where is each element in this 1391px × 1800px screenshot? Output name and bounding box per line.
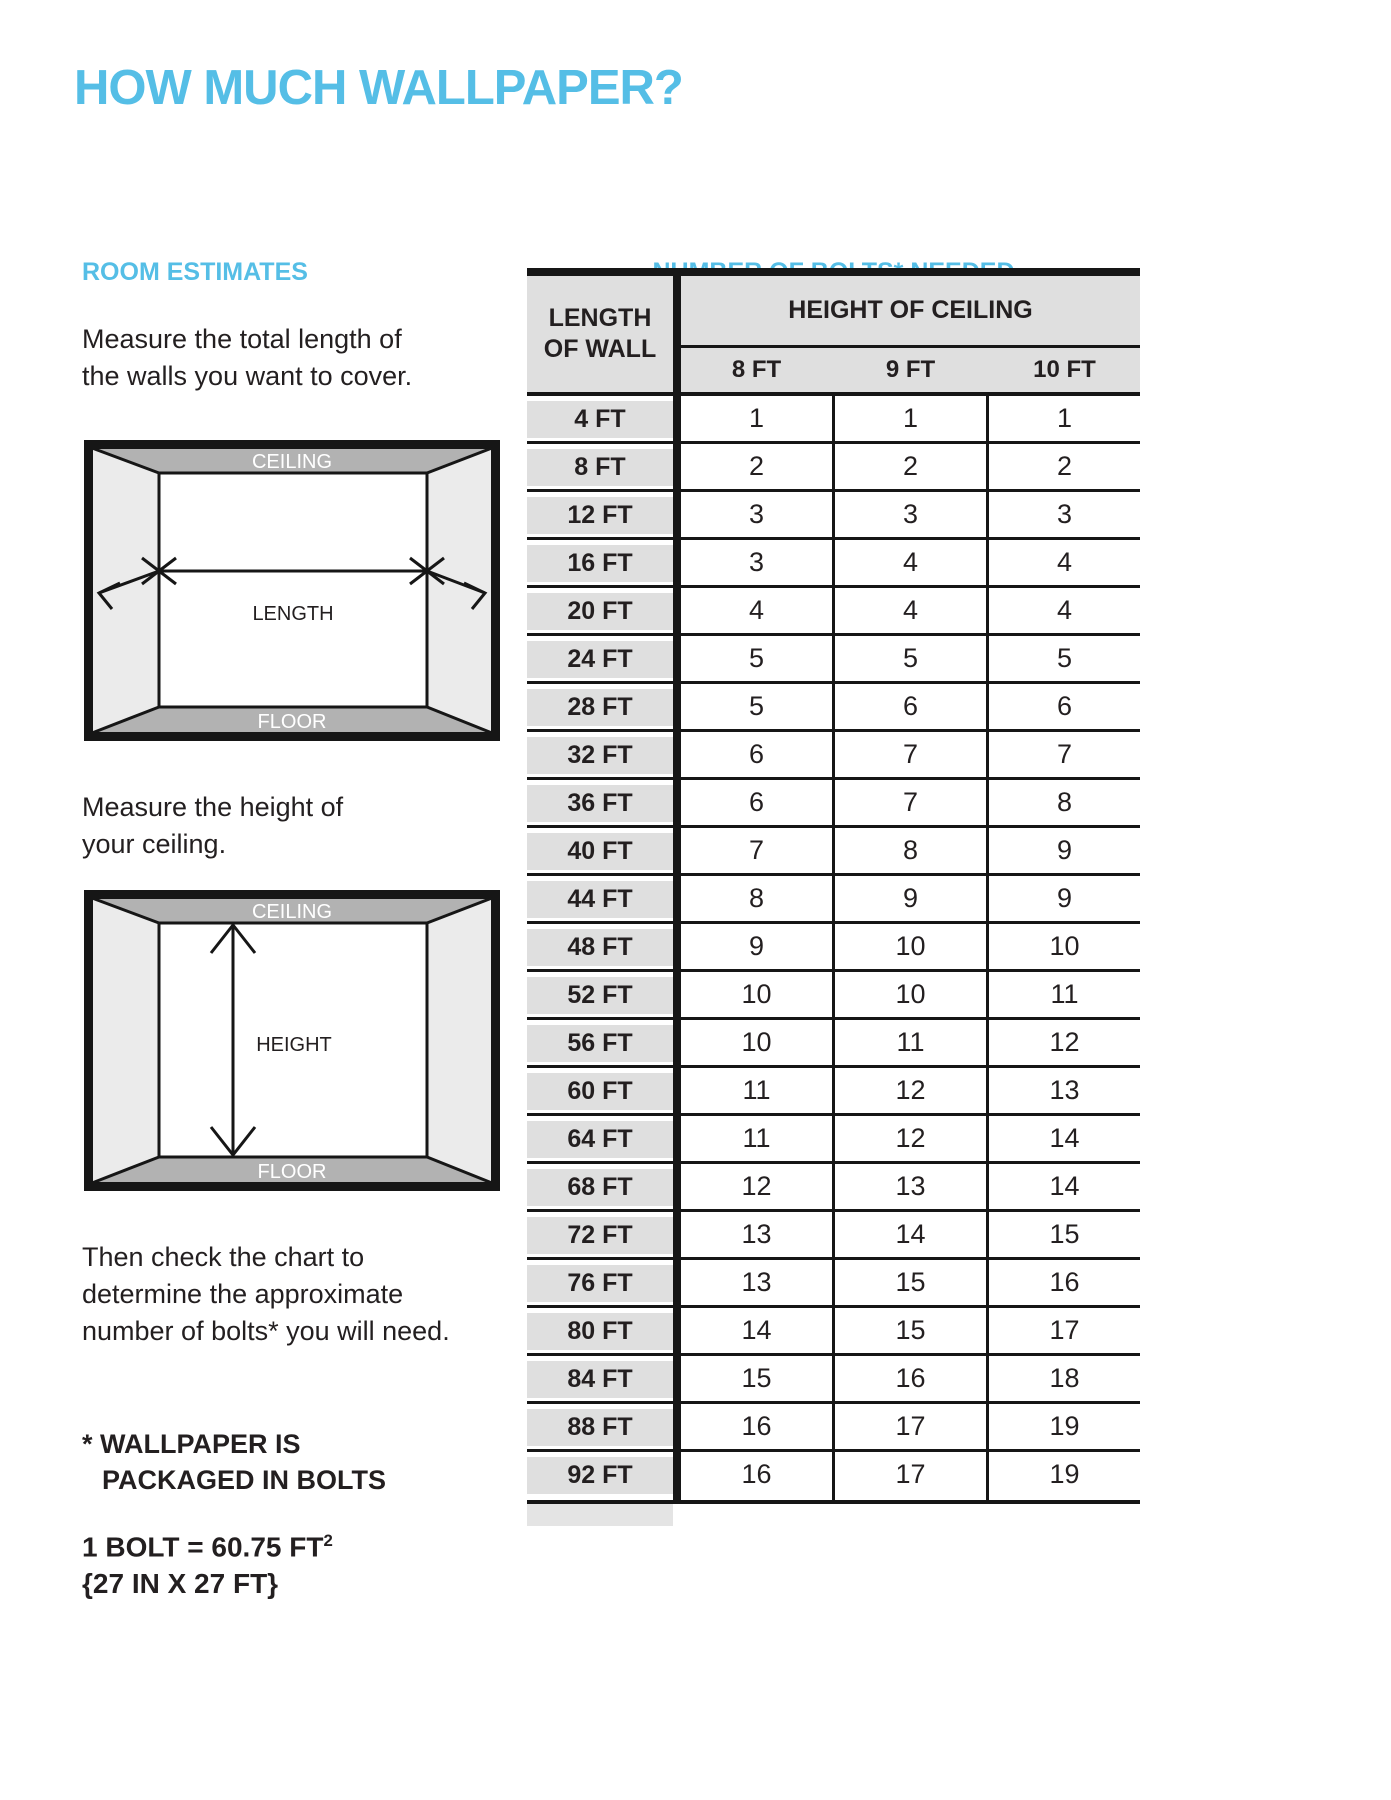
- row-header-cell: 28 FT: [527, 689, 673, 726]
- table-row: [527, 1116, 1140, 1164]
- instruction-measure-length: [82, 321, 412, 395]
- table-row: [527, 1308, 1140, 1356]
- value-cell: 11: [742, 1123, 771, 1153]
- value-cell: 15: [741, 1363, 772, 1393]
- table-row: [527, 540, 1140, 588]
- instruction-line: Measure the total length of: [82, 324, 402, 354]
- value-cell: 14: [895, 1219, 926, 1249]
- instruction-line: determine the approximate: [82, 1279, 404, 1309]
- row-header-cell: 32 FT: [527, 737, 673, 774]
- value-cell: 17: [895, 1411, 926, 1441]
- row-header-cell: 84 FT: [527, 1361, 673, 1398]
- value-cell: 4: [1056, 547, 1073, 577]
- value-cell: 1: [1056, 403, 1073, 433]
- room-height-diagram: [84, 890, 500, 1191]
- row-header-cell: 68 FT: [527, 1169, 673, 1206]
- page-title: HOW MUCH WALLPAPER?: [74, 61, 683, 115]
- value-cell: 15: [895, 1267, 926, 1297]
- value-cell: 16: [741, 1459, 772, 1489]
- value-cell: 8: [1056, 787, 1073, 817]
- row-header-cell: 60 FT: [527, 1073, 673, 1110]
- table-row: [527, 396, 1140, 444]
- value-cell: 5: [902, 643, 919, 673]
- ceiling-label: CEILING: [251, 451, 333, 473]
- value-cell: 10: [741, 979, 772, 1009]
- row-header-cell: 8 FT: [527, 449, 673, 486]
- value-cell: 13: [895, 1171, 926, 1201]
- value-cell: 7: [902, 787, 919, 817]
- ceiling-label: CEILING: [251, 901, 333, 923]
- table-row: [527, 1404, 1140, 1452]
- value-cell: 4: [902, 547, 919, 577]
- table-row: [527, 732, 1140, 780]
- table-row: [527, 684, 1140, 732]
- floor-label: FLOOR: [257, 711, 327, 733]
- row-header-cell: 80 FT: [527, 1313, 673, 1350]
- row-header-cell: 36 FT: [527, 785, 673, 822]
- value-cell: 4: [902, 595, 919, 625]
- height-label: HEIGHT: [256, 1034, 332, 1056]
- value-cell: 12: [895, 1123, 926, 1153]
- value-cell: 10: [895, 931, 926, 961]
- value-cell: 5: [1056, 643, 1073, 673]
- table-rows: [527, 396, 1140, 1500]
- value-cell: 8: [748, 883, 765, 913]
- value-cell: 16: [895, 1363, 926, 1393]
- value-cell: 14: [1049, 1123, 1080, 1153]
- header-line: OF WALL: [543, 335, 657, 363]
- value-cell: 14: [741, 1315, 772, 1345]
- column-header-10ft: 10 FT: [1033, 356, 1096, 383]
- value-cell: 17: [1049, 1315, 1080, 1345]
- row-header-cell: 16 FT: [527, 545, 673, 582]
- value-cell: 11: [896, 1027, 925, 1057]
- height-of-ceiling-header: HEIGHT OF CEILING: [788, 296, 1033, 324]
- row-header-cell: 64 FT: [527, 1121, 673, 1158]
- header-line: LENGTH: [548, 304, 652, 332]
- table-row: [527, 1068, 1140, 1116]
- back-wall-surface: [159, 473, 427, 707]
- instruction-line: Then check the chart to: [82, 1242, 365, 1272]
- instruction-line: the walls you want to cover.: [82, 361, 413, 391]
- row-header-divider: [673, 276, 681, 1504]
- value-cell: 6: [902, 691, 919, 721]
- value-cell: 11: [1050, 979, 1079, 1009]
- value-cell: 4: [748, 595, 765, 625]
- row-header-cell: 76 FT: [527, 1265, 673, 1302]
- column-header-9ft: 9 FT: [885, 356, 936, 383]
- value-cell: 11: [742, 1075, 771, 1105]
- length-of-wall-header: [527, 276, 673, 392]
- value-cell: 13: [741, 1219, 772, 1249]
- instruction-measure-height: [82, 789, 343, 863]
- row-header-cell: 92 FT: [527, 1457, 673, 1494]
- value-cell: 6: [748, 787, 765, 817]
- value-cell: 9: [902, 883, 919, 913]
- value-cell: 19: [1049, 1411, 1080, 1441]
- table-row: [527, 1260, 1140, 1308]
- row-header-cell: 88 FT: [527, 1409, 673, 1446]
- value-cell: 19: [1049, 1459, 1080, 1489]
- value-cell: 6: [1056, 691, 1073, 721]
- value-cell: 7: [1056, 739, 1073, 769]
- value-cell: 4: [1056, 595, 1073, 625]
- table-row: [527, 1452, 1140, 1500]
- column-header-8ft: 8 FT: [731, 356, 782, 383]
- room-length-diagram: [84, 440, 500, 741]
- table-row: [527, 924, 1140, 972]
- table-row: [527, 1356, 1140, 1404]
- wallpaper-bolts-footnote: [82, 1426, 386, 1498]
- value-cell: 2: [1056, 451, 1073, 481]
- value-cell: 17: [895, 1459, 926, 1489]
- value-cell: 9: [1056, 835, 1073, 865]
- table-row: [527, 588, 1140, 636]
- table-row: [527, 780, 1140, 828]
- row-header-cell: 72 FT: [527, 1217, 673, 1254]
- row-header-cell: 52 FT: [527, 977, 673, 1014]
- row-header-cell: 44 FT: [527, 881, 673, 918]
- footnote-line: PACKAGED IN BOLTS: [102, 1465, 387, 1495]
- table-row: [527, 972, 1140, 1020]
- value-cell: 3: [902, 499, 919, 529]
- left-wall-surface: [92, 898, 159, 1183]
- value-cell: 7: [902, 739, 919, 769]
- row-header-cell: 56 FT: [527, 1025, 673, 1062]
- value-cell: 15: [895, 1315, 926, 1345]
- instruction-check-chart: [82, 1239, 450, 1350]
- value-cell: 10: [895, 979, 926, 1009]
- table-row: [527, 828, 1140, 876]
- row-header-cell: 40 FT: [527, 833, 673, 870]
- bolt-dimensions-line: {27 IN X 27 FT}: [82, 1568, 279, 1600]
- height-of-ceiling-header-group: [681, 276, 1140, 392]
- value-cell: 16: [741, 1411, 772, 1441]
- value-cell: 1: [748, 403, 765, 433]
- bolt-equivalence-line: 1 BOLT = 60.75 $FT^2$: [82, 1531, 333, 1563]
- value-cell: 3: [748, 547, 765, 577]
- value-cell: 1: [902, 403, 919, 433]
- table-row: [527, 636, 1140, 684]
- row-header-cell: 20 FT: [527, 593, 673, 630]
- superscript-2: 2: [323, 1531, 333, 1550]
- value-cell: 9: [1056, 883, 1073, 913]
- room-estimates-heading: ROOM ESTIMATES: [82, 258, 308, 286]
- table-top-border: [527, 268, 1140, 276]
- length-label: LENGTH: [252, 603, 334, 625]
- value-cell: 12: [1049, 1027, 1080, 1057]
- value-cell: 12: [741, 1171, 772, 1201]
- value-cell: 10: [741, 1027, 772, 1057]
- floor-label: FLOOR: [257, 1161, 327, 1183]
- value-cell: 6: [748, 739, 765, 769]
- table-row: [527, 876, 1140, 924]
- table-row: [527, 1164, 1140, 1212]
- row-header-cell: 4 FT: [527, 401, 673, 438]
- right-wall-surface: [427, 898, 492, 1183]
- table-row: [527, 1020, 1140, 1068]
- table-row: [527, 444, 1140, 492]
- bolt-equivalence-note: [82, 1522, 333, 1602]
- value-cell: 7: [748, 835, 765, 865]
- instruction-line: number of bolts* you will need.: [82, 1316, 450, 1346]
- value-cell: 18: [1049, 1363, 1080, 1393]
- column-headers-row: [681, 348, 1140, 392]
- row-header-cell: 48 FT: [527, 929, 673, 966]
- value-cell: 3: [748, 499, 765, 529]
- value-cell: 2: [902, 451, 919, 481]
- value-cell: 5: [748, 643, 765, 673]
- row-header-cell: 24 FT: [527, 641, 673, 678]
- bolts-table: [527, 268, 1140, 1526]
- value-cell: 12: [895, 1075, 926, 1105]
- value-cell: 9: [748, 931, 765, 961]
- value-cell: 13: [1049, 1075, 1080, 1105]
- value-cell: 10: [1049, 931, 1080, 961]
- value-cell: 16: [1049, 1267, 1080, 1297]
- table-row: [527, 1212, 1140, 1260]
- instruction-line: your ceiling.: [82, 829, 227, 859]
- footnote-line: * WALLPAPER IS: [82, 1429, 301, 1459]
- value-cell: 2: [748, 451, 765, 481]
- table-row: [527, 492, 1140, 540]
- instruction-line: Measure the height of: [82, 792, 344, 822]
- value-cell: 14: [1049, 1171, 1080, 1201]
- value-cell: 5: [748, 691, 765, 721]
- value-cell: 8: [902, 835, 919, 865]
- table-cutoff-stub: [527, 1504, 673, 1526]
- value-cell: 15: [1049, 1219, 1080, 1249]
- row-header-cell: 12 FT: [527, 497, 673, 534]
- value-cell: 13: [741, 1267, 772, 1297]
- value-cell: 3: [1056, 499, 1073, 529]
